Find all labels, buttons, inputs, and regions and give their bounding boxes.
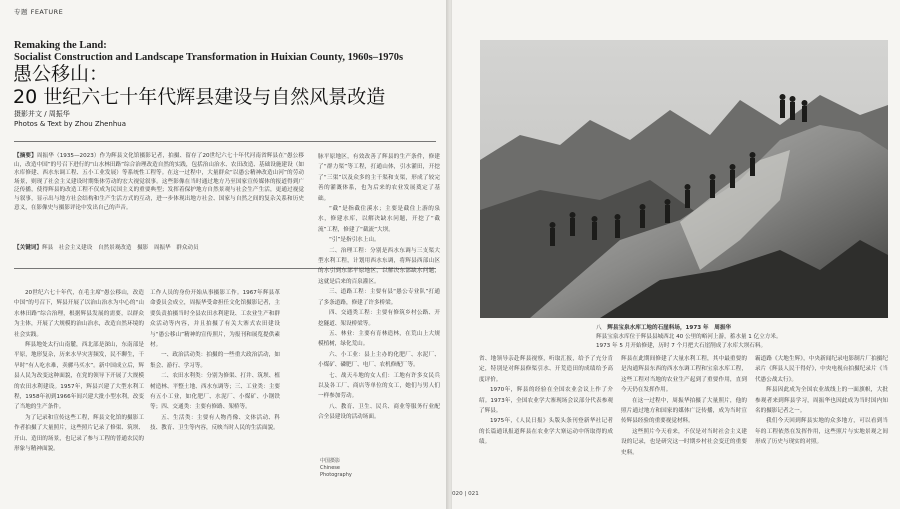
- photo-caption: [596, 324, 886, 351]
- worker-head: [750, 152, 756, 158]
- worker-head: [790, 96, 796, 102]
- right-body-column-2: [621, 354, 747, 490]
- paragraph: 在这一过程中，周振华拍摄了大量照片，他的照片通过地方和国家的媒体广泛传播，成为当时宣传辉县经验的重要视觉材料。: [621, 397, 747, 425]
- section-header: [14, 7, 63, 16]
- magazine-name-en-1: Chinese: [320, 465, 340, 471]
- section-label-en: FEATURE: [30, 8, 64, 16]
- keywords-label: 【关键词】: [14, 245, 42, 251]
- chinese-title: [13, 63, 385, 109]
- english-title-line1: Remaking the Land:: [14, 40, 107, 51]
- paragraph: 为了记录和宣传这些工程，辉县文化馆的摄影工作者拍摄了大量照片，这些照片记录了修渠、筑坝、开山、造田的场景，也记录了参与工程的普通农民的形象与精神面貌。: [14, 414, 144, 453]
- paragraph: 1975年，《人民日报》头版头条刊登新华社记者的长篇通讯报道辉县在农业学大寨运动中所取得的成绩。: [479, 418, 613, 446]
- paragraph: 脉平原地区，有效改善了辉县的生产条件，修建了“群力渠”等工程，打通山体，引水灌田，开挖了“三渠”以及众多的主干渠和支渠，形成了较完善的灌溉体系，也为后来的农业发展奠定了基础。: [318, 154, 440, 202]
- paragraph: 二、治理工程：分别是西水东调与三支渠大型水利工程，计划用西水东调，将辉县西部山区的水引到东部平原地区，以解决东部缺水问题，这就是后来的百泉灌区。: [318, 247, 440, 285]
- divider-rule: [14, 141, 436, 142]
- worker-head: [570, 212, 576, 218]
- paragraph: 霸道路《大地生辉》，中央新闻纪录电影制片厂拍摄纪录片《辉县人民干得好》，中央电视台拍摄纪录片《当代愚公战太行》。: [755, 356, 888, 383]
- paragraph: 七、战天斗地的女人们：工地有许多女民兵以及各工厂、商店等单位的女工，她们与男人们一样参加劳动。: [318, 372, 440, 400]
- paragraph: 工作人员的身份开始从事摄影工作。1967年辉县革命委员会成立，周振华受命担任文化馆摄影记者，主要负责拍摄当时全县农田水利建设、工农业生产和群众活动等内容，并且拍摄了有关大寨式农田建设与“愚公移山”精神的宣传照片，为报刊和展览提供素材。: [150, 290, 280, 349]
- worker-head: [592, 216, 598, 222]
- paragraph: 20世纪六七十年代，在毛主席“愚公移山，改造中国”的号召下，辉县开展了以治山治水为中心的“山水林田路”综合治理，根据辉县发展的需要，以群众为主体，开展了大规模的治山治水，改造自然环境的社会实践。: [14, 290, 144, 338]
- section-label: 专题: [14, 8, 28, 16]
- worker-head: [640, 204, 646, 210]
- caption-number: 八: [596, 325, 602, 331]
- magazine-name-en-2: Photography: [320, 472, 352, 478]
- worker-figure: [640, 210, 645, 228]
- magazine-name-caption: [320, 458, 352, 479]
- paragraph: 二、农田水利类：分别为修渠、打井、筑坝、植树造林、平整土地、西水东调等；三、工业类：主要有五小工业，如化肥厂、水泥厂、小煤矿、小钢铁等；四、交通类：主要有修路、架桥等。: [150, 373, 280, 411]
- worker-figure: [710, 180, 715, 198]
- chinese-title-line1: 愚公移山：: [13, 63, 109, 85]
- worker-figure: [615, 220, 620, 238]
- worker-head: [710, 174, 716, 180]
- worker-head: [615, 214, 621, 220]
- keywords-text: 辉县 社会主义建设 自然景观改造 摄影 周振华 群众动员: [41, 245, 199, 251]
- paragraph: 辉县因此成为全国农业战线上的一面旗帜，大批参观者来到辉县学习，周振华也因此成为当时国内知名的摄影记者之一。: [755, 387, 888, 415]
- paragraph: 五、林业：主要有育林造林，在荒山上大规模植树，绿化荒山。: [318, 330, 440, 348]
- worker-head: [550, 222, 556, 228]
- chinese-title-line2: 20 世纪六七十年代辉县建设与自然风景改造: [13, 86, 386, 108]
- paragraph: 辉县地处太行山南麓，西北部是深山，东南部是平原，地形复杂，历来水旱灾害频发，民不聊生，干旱时“有人吃水难，卖骡马买水”。新中国成立后，辉县人民为改变这种面貌，在党的领导下开展了大规模的农田水利建设。1957年，辉县兴建了大型水利工程，1958年初到1966年间兴建大批小型水利，改变了当地的生产条件。: [14, 342, 144, 411]
- body-column-2: [150, 288, 280, 502]
- worker-figure: [592, 222, 597, 240]
- body-column-1: [14, 288, 144, 502]
- caption-title: 辉县宝泉水库工地的石崖料场，1973 年 周振华: [607, 325, 732, 331]
- right-body-column-3: [755, 354, 888, 490]
- byline: [14, 109, 126, 129]
- paragraph: 八、教育、卫生、民兵、商业等服务行业配合全县建设的活动场面。: [318, 403, 440, 421]
- worker-head: [685, 184, 691, 190]
- worker-figure: [570, 218, 575, 236]
- worker-figure: [685, 190, 690, 208]
- worker-figure: [730, 170, 735, 188]
- english-title: [14, 40, 434, 64]
- paragraph: 三、道路工程：主要有县“愚公专业队”打通了多条道路，修建了许多桥梁。: [318, 289, 440, 306]
- worker-head: [780, 94, 786, 100]
- worker-figure: [665, 205, 670, 223]
- page-folio: 020 | 021: [452, 491, 479, 497]
- paragraph: 我们今天回到辉县实地的众多地方，可以看到当年的工程依然在发挥作用，这些照片与实地景观之间形成了历史与现实的对照。: [755, 418, 888, 446]
- paragraph: “引”是指引水上山。: [329, 237, 380, 244]
- worker-figure: [780, 100, 785, 118]
- caption-line1: 辉县宝泉水库位于辉县县城西北 40 公里的峪河上游，蓄水量 1 亿立方米。: [596, 334, 782, 340]
- worker-head: [802, 100, 808, 106]
- paragraph: 一、政治活动类：拍摄的一些重大政治活动，如集会、游行、学习等。: [150, 352, 280, 369]
- abstract-text: 周振华（1935—2023）作为辉县文化馆摄影记者，拍摄、留存了20世纪六七十年代河南省辉县在“愚公移山，改造中国”的号召下进行的“山水林田路”综合治理改造自然的实践，包括治山治水、农田改造、基础设施建设（如水库修建、西水东调工程、五小工业发展）等系统性工程等。在这一过程中，大量群众“以愚公精神改造山河”的劳动场景，则现了社会主义建设时期集体劳动的宏大视觉叙事。这些影像在当时通过地方乃至国家宣传媒体的报道得到广泛传播，使得辉县的改造工程不仅成为民国主义的重要典型；发挥着保护地方自然景观与社会生产生活，更通过视觉与叙事，显示出与地方社会结构和生产生活方式的互动，进一步体现出地方社会、国家与自然之间的复杂关系和历史意义，在影像史与摄影评论中发出自己的声音。: [14, 153, 304, 211]
- paragraph: “截”是指截住溪水；主要是截住上游的泉水，修建水库，以解决缺水问题，开挖了“截流”工程，修建了“截流”大坝。: [318, 206, 440, 233]
- worker-head: [730, 164, 736, 170]
- byline-cn: 摄影并文 / 周振华: [14, 110, 70, 118]
- worker-figure: [550, 228, 555, 246]
- right-body-column-1: [479, 354, 613, 490]
- left-page: [0, 0, 448, 509]
- english-title-line2: Socialist Construction and Landscape Transformation in Huixian County, 1960s–1970s: [14, 52, 404, 63]
- paragraph: 五、生活类：主要有人物肖像、文体活动、科技、教育、卫生等内容，反映当时人民的生活面貌。: [150, 414, 280, 432]
- paragraph: 六、小工业：县上主办的化肥厂、水泥厂、小煤矿、磷肥厂、电厂、农机修配厂等。: [318, 351, 440, 369]
- worker-figure: [750, 158, 755, 176]
- magazine-name-cn: 中国摄影: [320, 458, 341, 464]
- worker-head: [665, 199, 671, 205]
- worker-figure: [802, 106, 807, 122]
- abstract: [14, 152, 304, 212]
- paragraph: 辉县在此期间修建了大量水利工程，其中最重要的是沟通辉县东西的西水东调工程和宝泉水库工程，这些工程对当地的农业生产起到了重要作用，直到今天仍在发挥作用。: [621, 356, 747, 394]
- byline-en: Photos & Text by Zhou Zhenhua: [14, 120, 127, 128]
- caption-line2: 1973 年 5 月开始修建，历时 7 个月把大石崖削成了水库大坝石料。: [596, 343, 767, 349]
- abstract-label: 【摘要】: [14, 153, 37, 159]
- keywords: [14, 244, 304, 252]
- paragraph: 省、地领导亲赴辉县视察，听取汇报，给予了充分肯定，特别是对辉县修渠引水、开荒造田的成绩给予高度评价。: [479, 356, 613, 383]
- worker-figure: [790, 102, 795, 120]
- body-column-3: [318, 152, 440, 452]
- paragraph: 这些照片今天看来，不仅是对当时社会主义建设的记录，也是研究这一时期乡村社会变迁的重要史料。: [621, 428, 747, 456]
- paragraph: 四、交通类工程：主要有修筑乡村公路、开挖隧道、架设桥梁等。: [318, 310, 440, 327]
- paragraph: 1970年，辉县的经验在全国农业会议上作了介绍。1973年，全国农业学大寨现场会议部分代表参观了辉县。: [479, 387, 613, 415]
- quarry-photograph: [480, 40, 888, 318]
